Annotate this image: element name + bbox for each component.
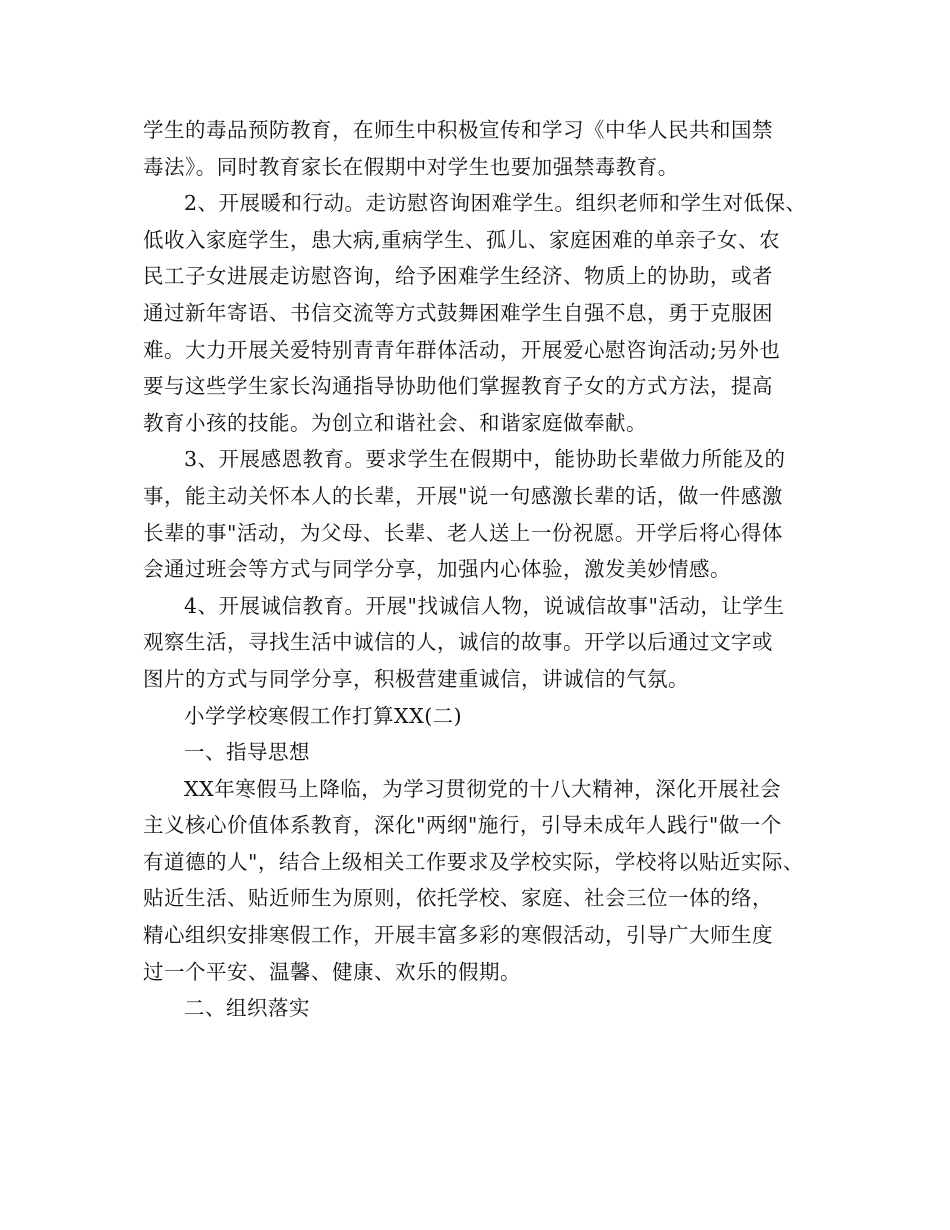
paragraph-item-4-line-1: 4、开展诚信教育。开展"找诚信人物，说诚信故事"活动，让学生 bbox=[184, 593, 785, 618]
paragraph-guiding-line-2: 主义核心价值体系教育，深化"两纲"施行，引导未成年人践行"做一个 bbox=[143, 813, 782, 838]
paragraph-item-2-line-6: 要与这些学生家长沟通指导协助他们掌握教育子女的方式方法，提高 bbox=[143, 374, 773, 399]
heading-organization: 二、组织落实 bbox=[184, 996, 310, 1021]
paragraph-item-2-line-7: 教育小孩的技能。为创立和谐社会、和谐家庭做奉献。 bbox=[143, 410, 647, 435]
paragraph-item-3-line-4: 会通过班会等方式与同学分享，加强内心体验，激发美妙情感。 bbox=[143, 557, 731, 582]
paragraph-item-3-line-1: 3、开展感恩教育。要求学生在假期中，能协助长辈做力所能及的 bbox=[184, 447, 786, 472]
paragraph-guiding-line-6: 过一个平安、温馨、健康、欢乐的假期。 bbox=[143, 959, 521, 984]
paragraph-item-2-line-4: 通过新年寄语、书信交流等方式鼓舞困难学生自强不息，勇于克服困 bbox=[143, 300, 773, 325]
paragraph-item-2-line-3: 民工子女进展走访慰咨询，给予困难学生经济、物质上的协助，或者 bbox=[143, 264, 773, 289]
paragraph-guiding-line-1: XX年寒假马上降临，为学习贯彻党的十八大精神，深化开展社会 bbox=[184, 776, 782, 801]
heading-guiding-thought: 一、指导思想 bbox=[184, 740, 310, 765]
section-title: 小学学校寒假工作打算XX(二) bbox=[184, 703, 463, 728]
paragraph-item-4-line-2: 观察生活，寻找生活中诚信的人，诚信的故事。开学以后通过文字或 bbox=[143, 630, 773, 655]
paragraph-guiding-line-5: 精心组织安排寒假工作，开展丰富多彩的寒假活动，引导广大师生度 bbox=[143, 923, 773, 948]
paragraph-guiding-line-4: 贴近生活、贴近师生为原则，依托学校、家庭、社会三位一体的络， bbox=[143, 886, 773, 911]
text-line-1: 学生的毒品预防教育，在师生中积极宣传和学习《中华人民共和国禁 bbox=[143, 118, 773, 142]
paragraph-item-2-line-1: 2、开展暖和行动。走访慰咨询困难学生。组织老师和学生对低保、 bbox=[184, 191, 807, 216]
paragraph-item-3-line-2: 事，能主动关怀本人的长辈，开展"说一句感激长辈的话，做一件感激 bbox=[143, 483, 783, 508]
paragraph-guiding-line-3: 有道德的人"，结合上级相关工作要求及学校实际，学校将以贴近实际、 bbox=[143, 849, 804, 874]
text-line-2: 毒法》。同时教育家长在假期中对学生也要加强禁毒教育。 bbox=[143, 154, 679, 179]
paragraph-item-2-line-2: 低收入家庭学生，患大病,重病学生、孤儿、家庭困难的单亲子女、农 bbox=[143, 227, 781, 252]
paragraph-item-2-line-5: 难。大力开展关爱特别青青年群体活动，开展爱心慰咨询活动;另外也 bbox=[143, 337, 781, 362]
paragraph-item-3-line-3: 长辈的事"活动，为父母、长辈、老人送上一份祝愿。开学后将心得体 bbox=[143, 520, 783, 545]
document-body bbox=[143, 112, 823, 1027]
paragraph-item-4-line-3: 图片的方式与同学分享，积极营建重诚信，讲诚信的气氛。 bbox=[143, 666, 689, 691]
